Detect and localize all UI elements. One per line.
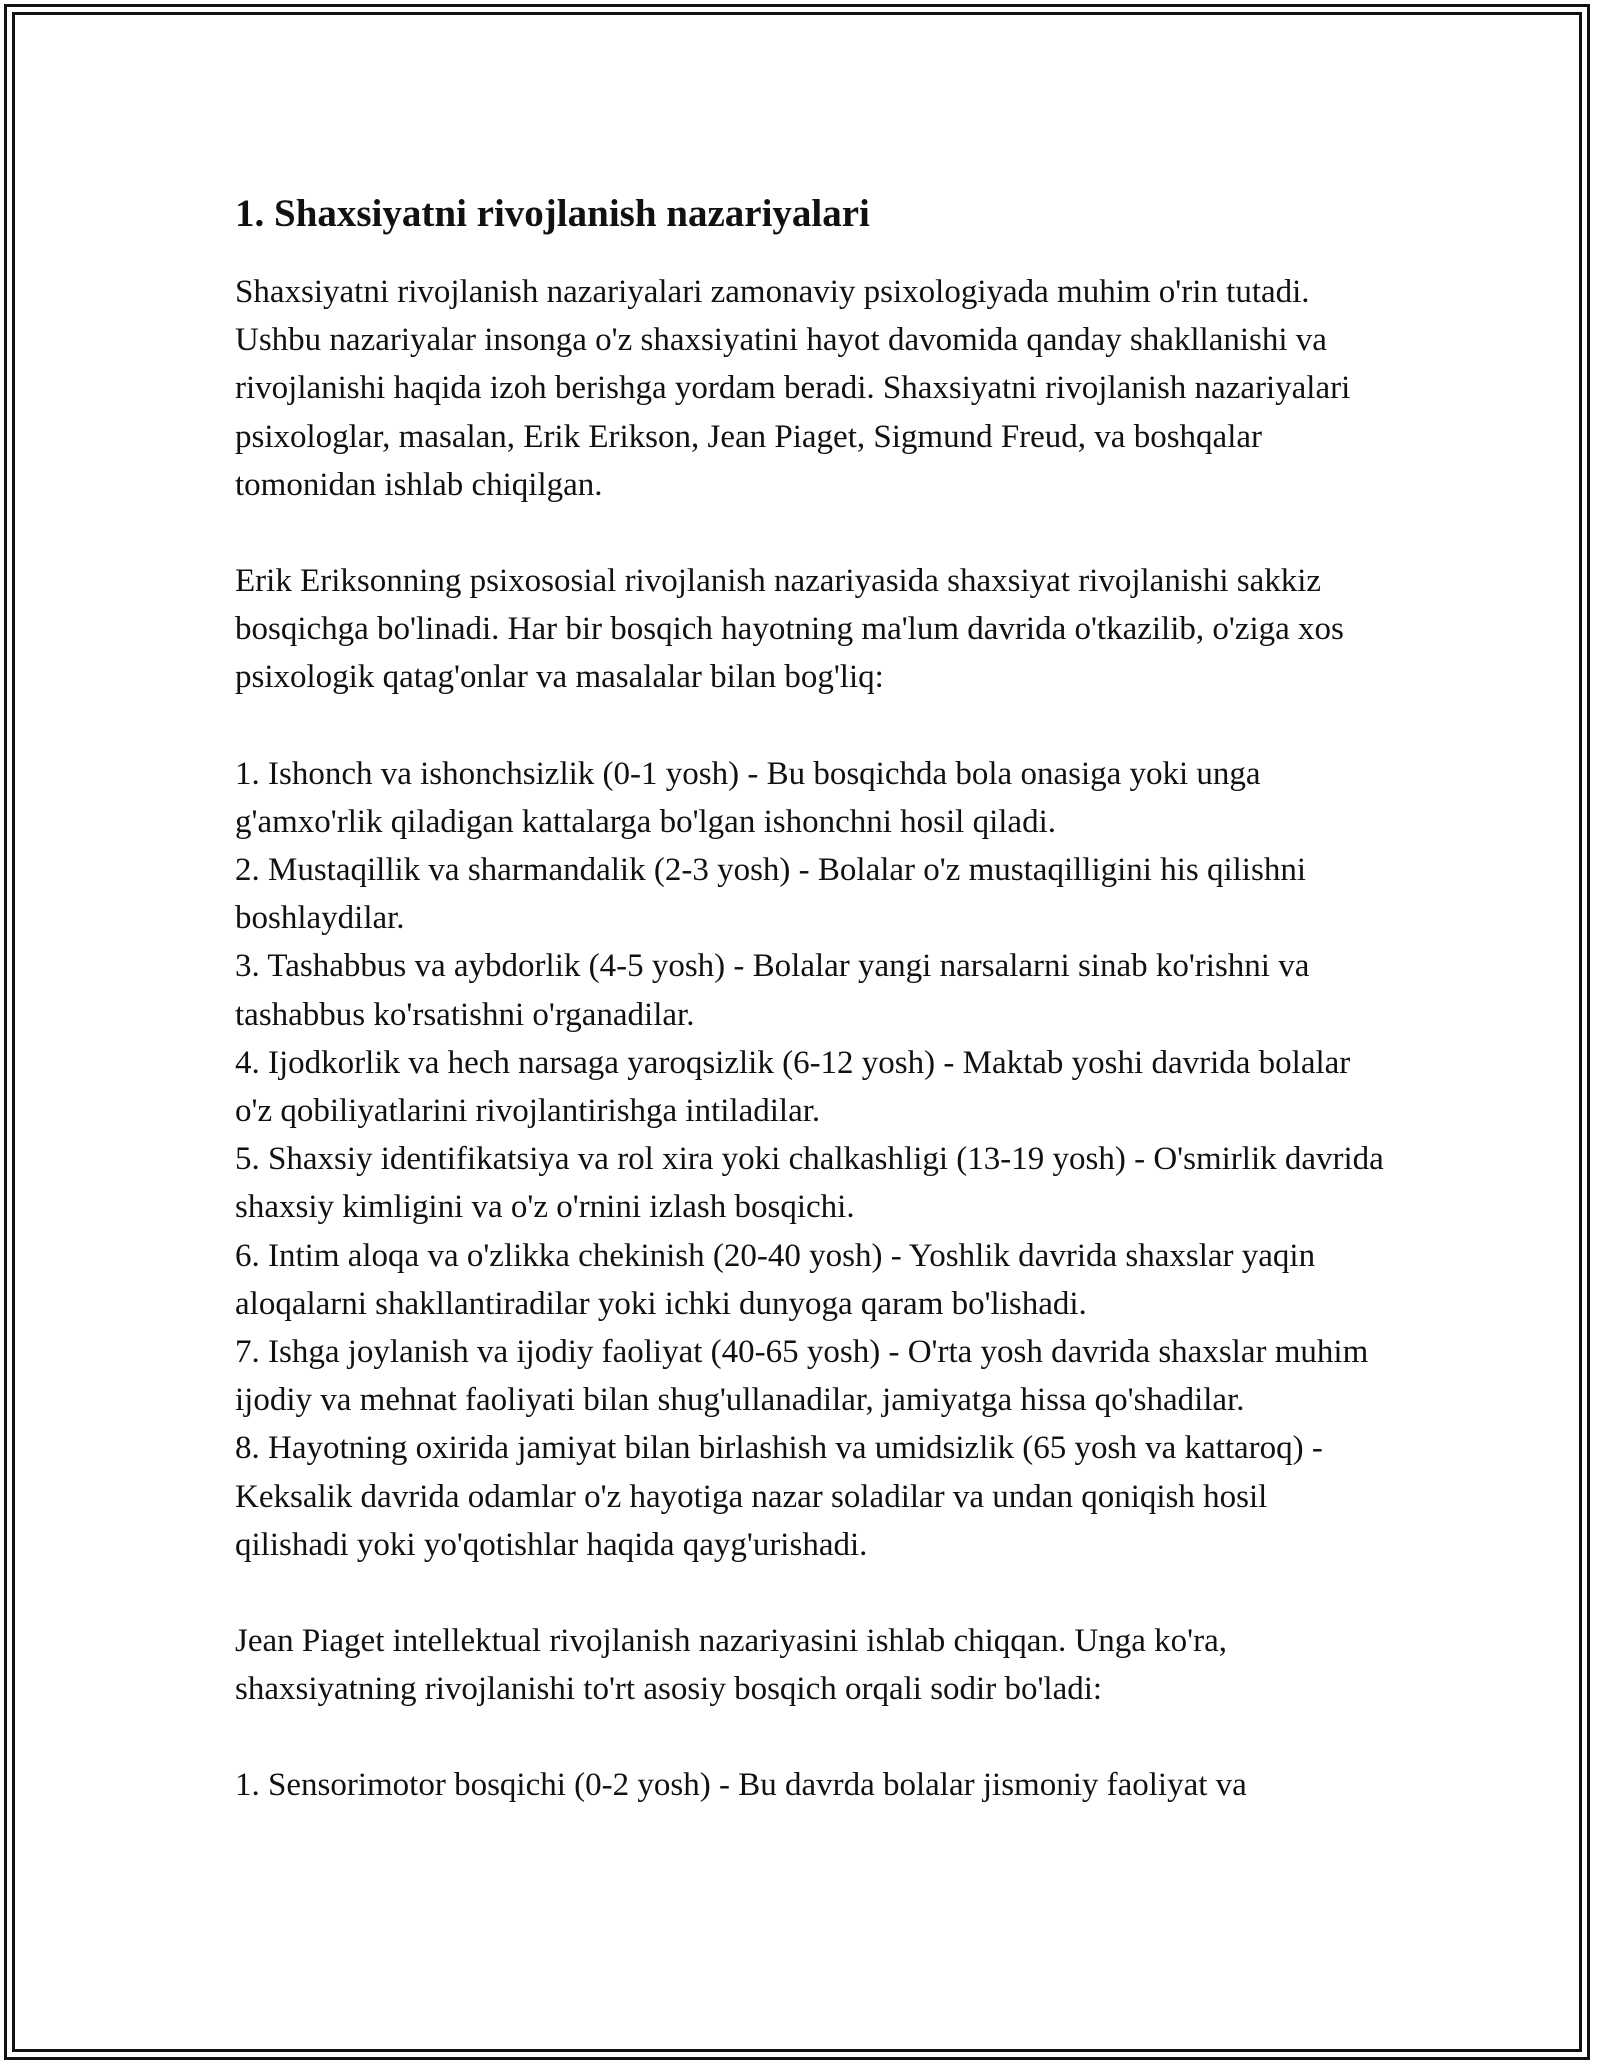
list-item: 5. Shaxsiy identifikatsiya va rol xira yoki chalkashligi (13-19 yosh) - O'smirlik davrida shaxsiy kimligini va o'z o'rnini izlash bosqichi.	[235, 1141, 1384, 1226]
list-item: 7. Ishga joylanish va ijodiy faoliyat (40-65 yosh) - O'rta yosh davrida shaxslar muhim ijodiy va mehnat faoliyati bilan shug'ullanadilar, jamiyatga hissa qo'shadilar.	[235, 1334, 1369, 1419]
piaget-stages-list	[235, 1761, 1385, 1809]
erikson-stages-list	[235, 750, 1385, 1569]
document-body	[235, 186, 1385, 1858]
list-item: 6. Intim aloqa va o'zlikka chekinish (20-40 yosh) - Yoshlik davrida shaxslar yaqin aloqalarni shakllantiradilar yoki ichki dunyoga qaram bo'lishadi.	[235, 1237, 1316, 1322]
list-item: 1. Ishonch va ishonchsizlik (0-1 yosh) - Bu bosqichda bola onasiga yoki unga g'amxo'rlik qiladigan kattalarga bo'lgan ishonchni hosil qiladi.	[235, 755, 1261, 840]
list-item: 4. Ijodkorlik va hech narsaga yaroqsizlik (6-12 yosh) - Maktab yoshi davrida bolalar o'z qobiliyatlarini rivojlantirishga intiladilar.	[235, 1044, 1351, 1130]
list-item: 3. Tashabbus va aybdorlik (4-5 yosh) - Bolalar yangi narsalarni sinab ko'rishni va tashabbus ko'rsatishni o'rganadilar.	[235, 948, 1310, 1033]
piaget-paragraph: Jean Piaget intellektual rivojlanish nazariyasini ishlab chiqqan. Unga ko'ra, shaxsiyatning rivojlanishi to'rt asosiy bosqich orqali sodir bo'ladi:	[235, 1623, 1227, 1708]
list-item: 1. Sensorimotor bosqichi (0-2 yosh) - Bu davrda bolalar jismoniy faoliyat va	[235, 1767, 1247, 1804]
erikson-paragraph: Erik Eriksonning psixososial rivojlanish nazariyasida shaxsiyat rivojlanishi sakkiz bosqichga bo'linadi. Har bir bosqich hayotning ma'lum davrida o'tkazilib, o'ziga xos psixologik qatag'onlar va masalalar bilan bog'liq:	[235, 563, 1344, 696]
intro-paragraph: Shaxsiyatni rivojlanish nazariyalari zamonaviy psixologiyada muhim o'rin tutadi. Ushbu nazariyalar insonga o'z shaxsiyatini hayot davomida qanday shakllanishi va rivojlanishi haqida izoh berishga yordam beradi. Shaxsiyatni rivojlanish nazariyalari psixologlar, masalan, Erik Erikson, Jean Piaget, Sigmund Freud, va boshqalar tomonidan ishlab chiqilgan.	[235, 274, 1351, 503]
list-item: 2. Mustaqillik va sharmandalik (2-3 yosh) - Bolalar o'z mustaqilligini his qilishni boshlaydilar.	[235, 852, 1306, 937]
list-item: 8. Hayotning oxirida jamiyat bilan birlashish va umidsizlik (65 yosh va kattaroq) - Keksalik davrida odamlar o'z hayotiga nazar soladilar va undan qoniqish hosil qilishadi yoki yo'qotishlar haqida qayg'urishadi.	[235, 1430, 1323, 1563]
section-heading: 1. Shaxsiyatni rivojlanish nazariyalari	[235, 192, 870, 235]
